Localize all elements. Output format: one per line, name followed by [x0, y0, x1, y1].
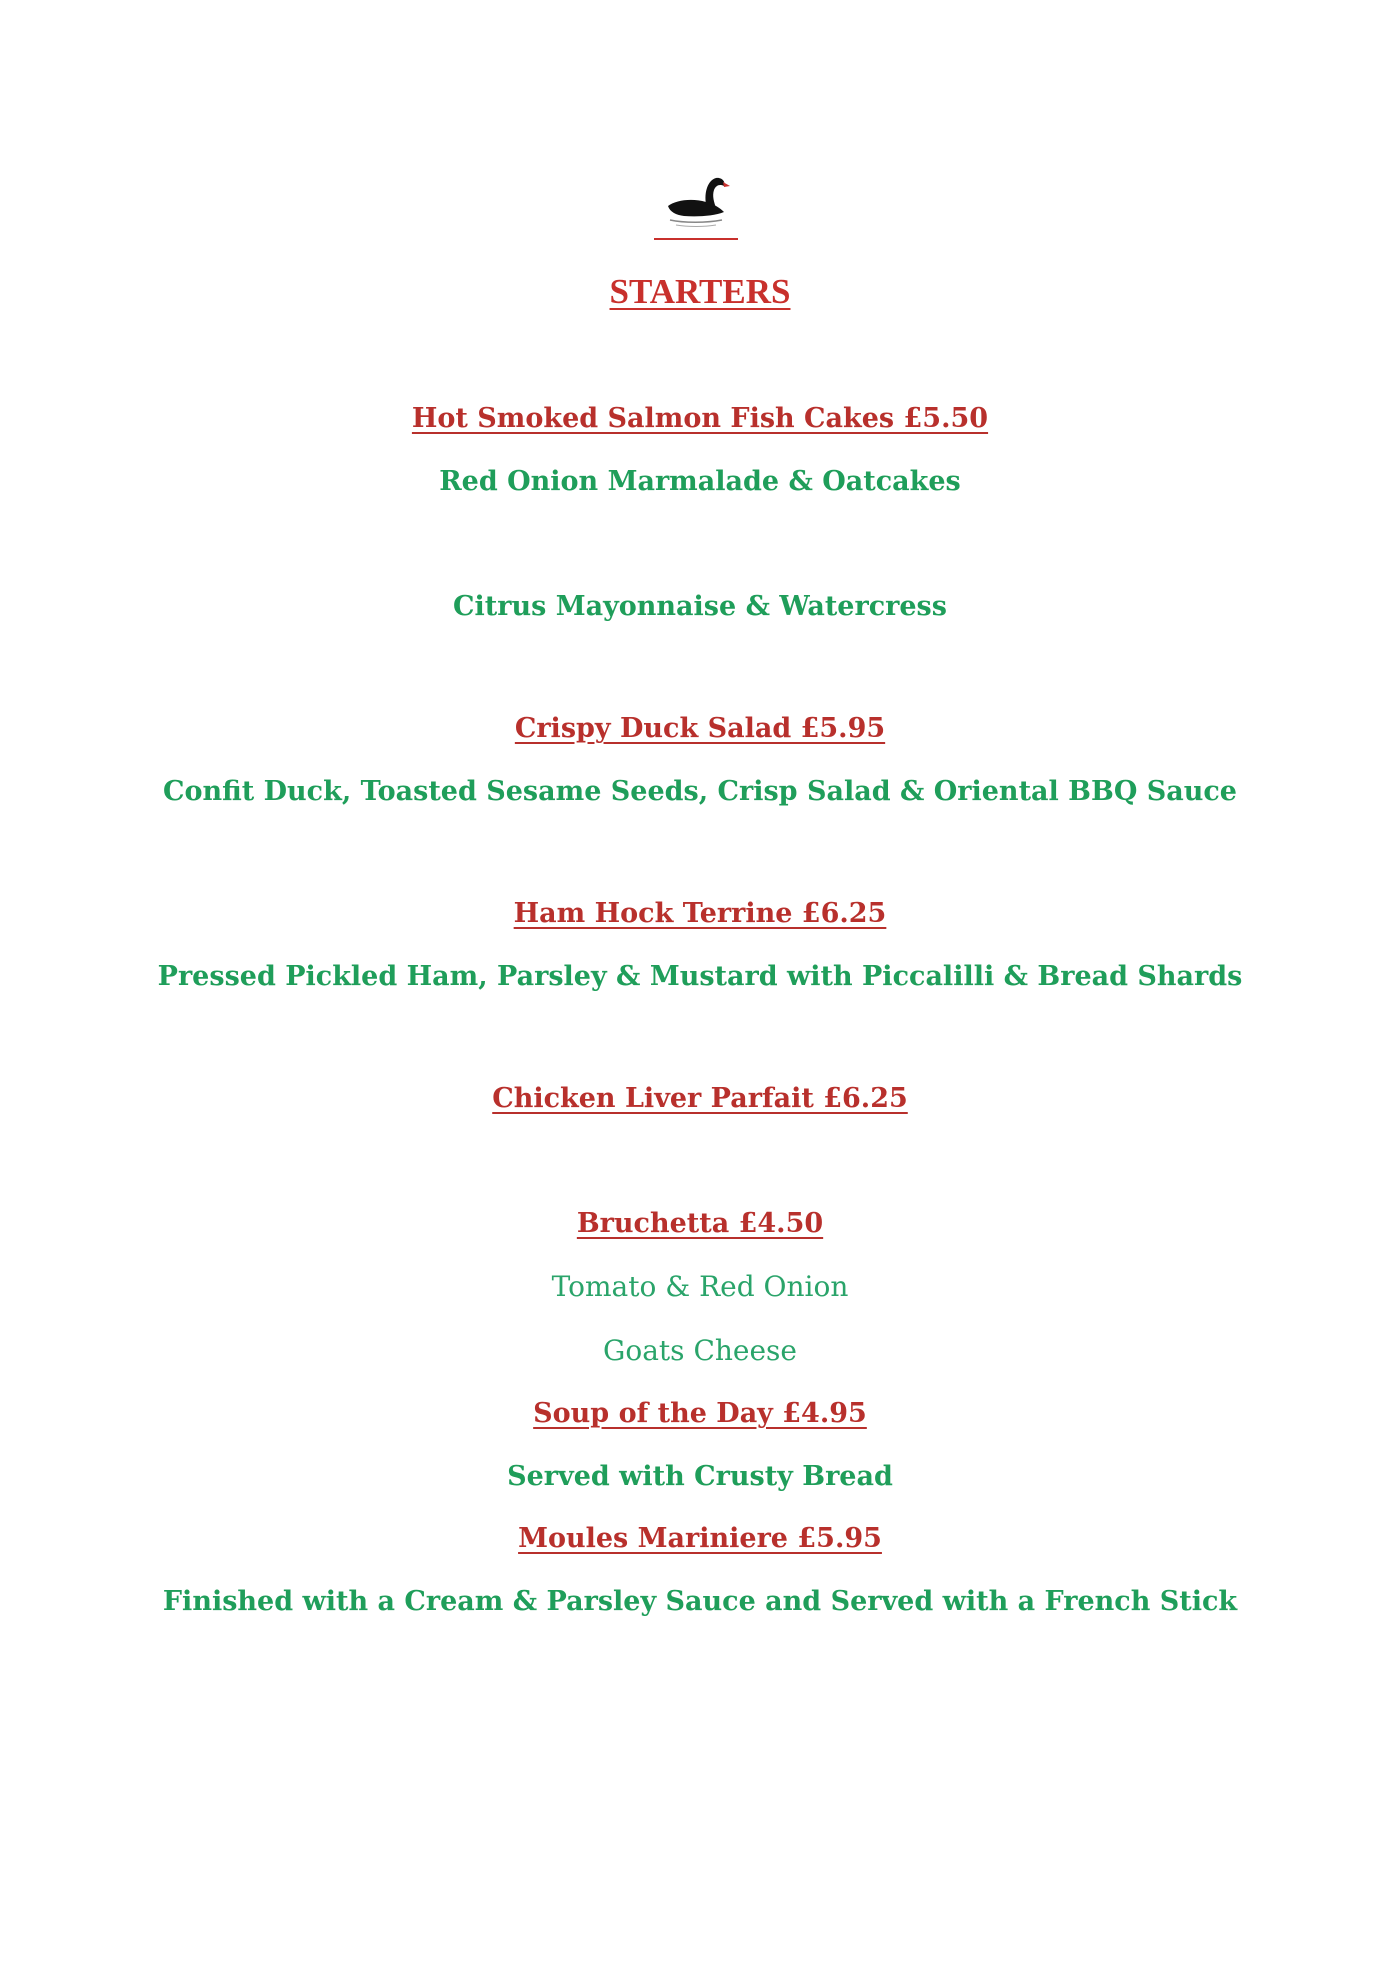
dish-name: Moules Mariniere £5.95 [518, 1523, 882, 1554]
dish-description: Pressed Pickled Ham, Parsley & Mustard with Piccalilli & Bread Shards [157, 961, 1243, 992]
dish-description: Served with Crusty Bread [507, 1461, 893, 1492]
page-title: STARTERS [609, 272, 791, 311]
dish-description: Tomato & Red Onion [551, 1270, 849, 1303]
dish-name: Hot Smoked Salmon Fish Cakes £5.50 [411, 403, 989, 434]
dish-description: Finished with a Cream & Parsley Sauce and Served with a French Stick [162, 1586, 1238, 1617]
dish-description: Red Onion Marmalade & Oatcakes [439, 466, 961, 497]
dish-name: Crispy Duck Salad £5.95 [514, 713, 886, 744]
dish-name: Soup of the Day £4.95 [533, 1398, 867, 1429]
dish-name: Ham Hock Terrine £6.25 [513, 898, 887, 929]
dish-description: Goats Cheese [603, 1334, 797, 1367]
dish-description: Confit Duck, Toasted Sesame Seeds, Crisp Salad & Oriental BBQ Sauce [163, 776, 1237, 807]
dish-name: Bruchetta £4.50 [576, 1208, 824, 1239]
dish-description: Citrus Mayonnaise & Watercress [453, 591, 947, 622]
black-swan-icon [654, 170, 738, 244]
dish-name: Chicken Liver Parfait £6.25 [492, 1083, 908, 1114]
